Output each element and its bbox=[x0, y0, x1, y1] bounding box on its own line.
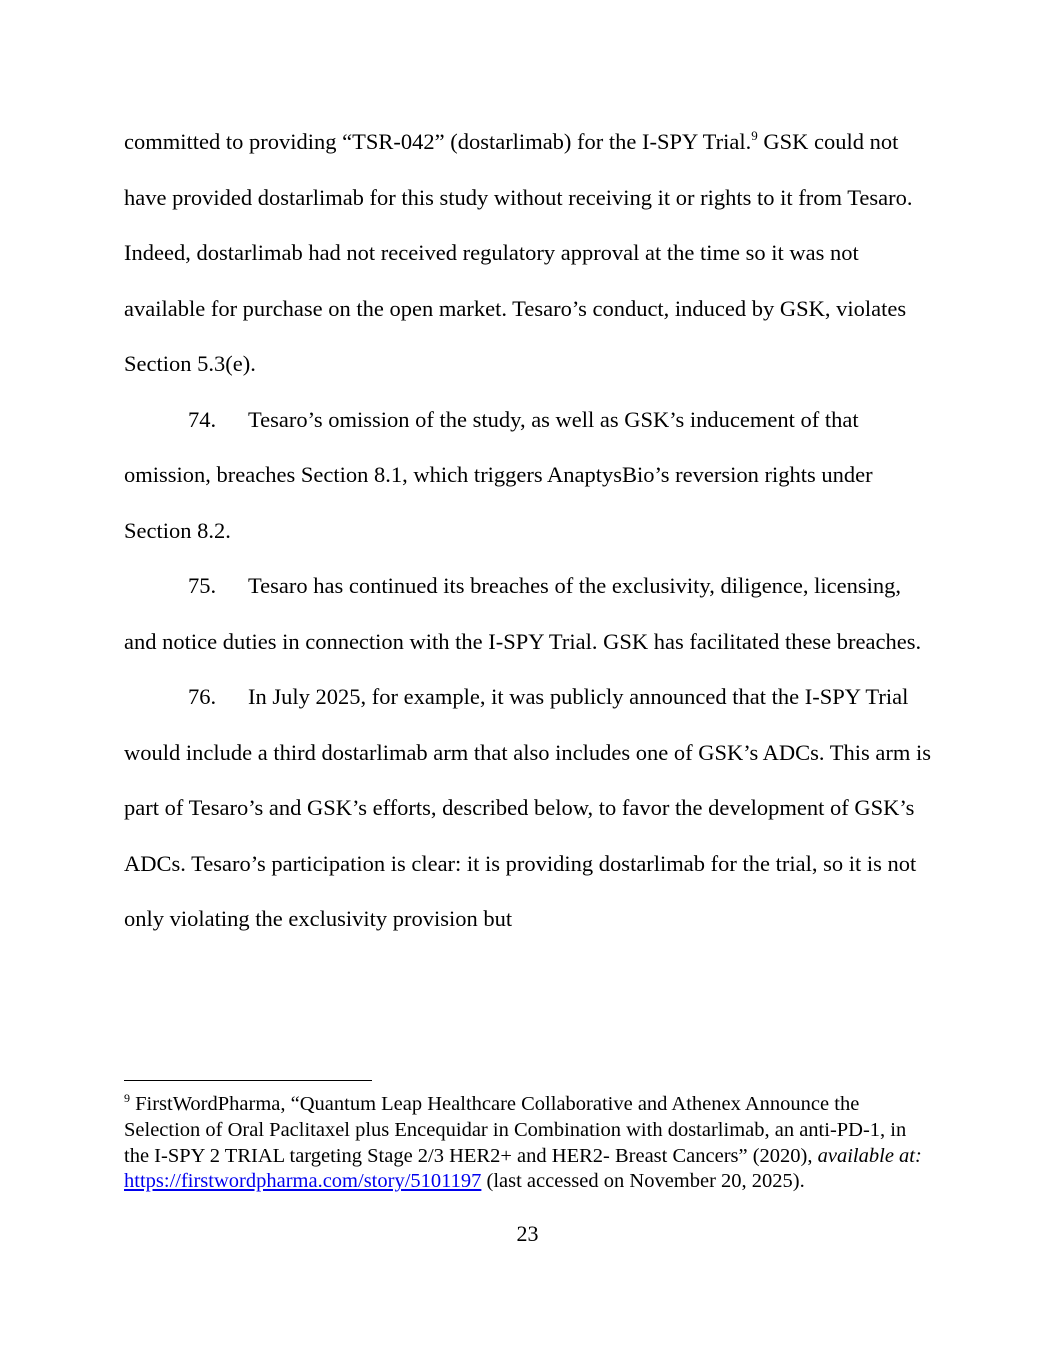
paragraph-74 bbox=[124, 392, 934, 559]
paragraph-76 bbox=[124, 669, 934, 947]
footnote-marker: 9 bbox=[124, 1091, 130, 1105]
page-number: 23 bbox=[516, 1221, 539, 1246]
footnote-text: FirstWordPharma, “Quantum Leap Healthcare Collaborative and Athenex Announce the Selection of Oral Paclitaxel plus Encequidar in Combination with dostarlimab, an anti-PD-1, in the I-SPY 2 TRIAL targeting Stage 2/3 HER2+ and HER2- Breast Cancers” (2020), bbox=[124, 1093, 907, 1167]
body-text bbox=[124, 114, 934, 947]
paragraph-text: committed to providing “TSR-042” (dostarlimab) for the I-SPY Trial. bbox=[124, 129, 752, 154]
footnote-italic-text: available at: bbox=[817, 1144, 922, 1167]
footnote-text-end: (last accessed on November 20, 2025). bbox=[481, 1170, 805, 1193]
paragraph-75 bbox=[124, 558, 934, 669]
paragraph-text-continued: GSK could not have provided dostarlimab for this study without receiving it or rights to it from Tesaro. Indeed, dostarlimab had not received regulatory approval at the time so it was not available for purchase on the open market. Tesaro’s conduct, induced by GSK, violates Section 5.3(e). bbox=[124, 129, 913, 376]
paragraph-text: Tesaro has continued its breaches of the exclusivity, diligence, licensing, and notice duties in connection with the I-SPY Trial. GSK has facilitated these breaches. bbox=[124, 573, 922, 654]
paragraph-number: 76. bbox=[188, 684, 217, 709]
paragraph-number: 75. bbox=[188, 573, 217, 598]
footnote-reference[interactable]: 9 bbox=[751, 128, 758, 143]
paragraph-number: 74. bbox=[188, 406, 217, 432]
paragraph-text: Tesaro’s omission of the study, as well as GSK’s inducement of that omission, breaches Section 8.1, which triggers AnaptysBio’s reversion rights under Section 8.2. bbox=[124, 406, 873, 543]
footnote-9 bbox=[124, 1092, 934, 1195]
footnote-source-link[interactable]: https://firstwordpharma.com/story/5101197 bbox=[124, 1170, 482, 1193]
paragraph-text: In July 2025, for example, it was publicly announced that the I-SPY Trial would include a third dostarlimab arm that also includes one of GSK’s ADCs. This arm is part of Tesaro’s and GSK’s efforts, described below, to favor the development of GSK’s ADCs. Tesaro’s participation is clear: it is providing dostarlimab for the trial, so it is not only violating the exclusivity provision but bbox=[124, 684, 931, 931]
footnote-divider bbox=[124, 1080, 372, 1081]
paragraph-continued bbox=[124, 114, 934, 392]
